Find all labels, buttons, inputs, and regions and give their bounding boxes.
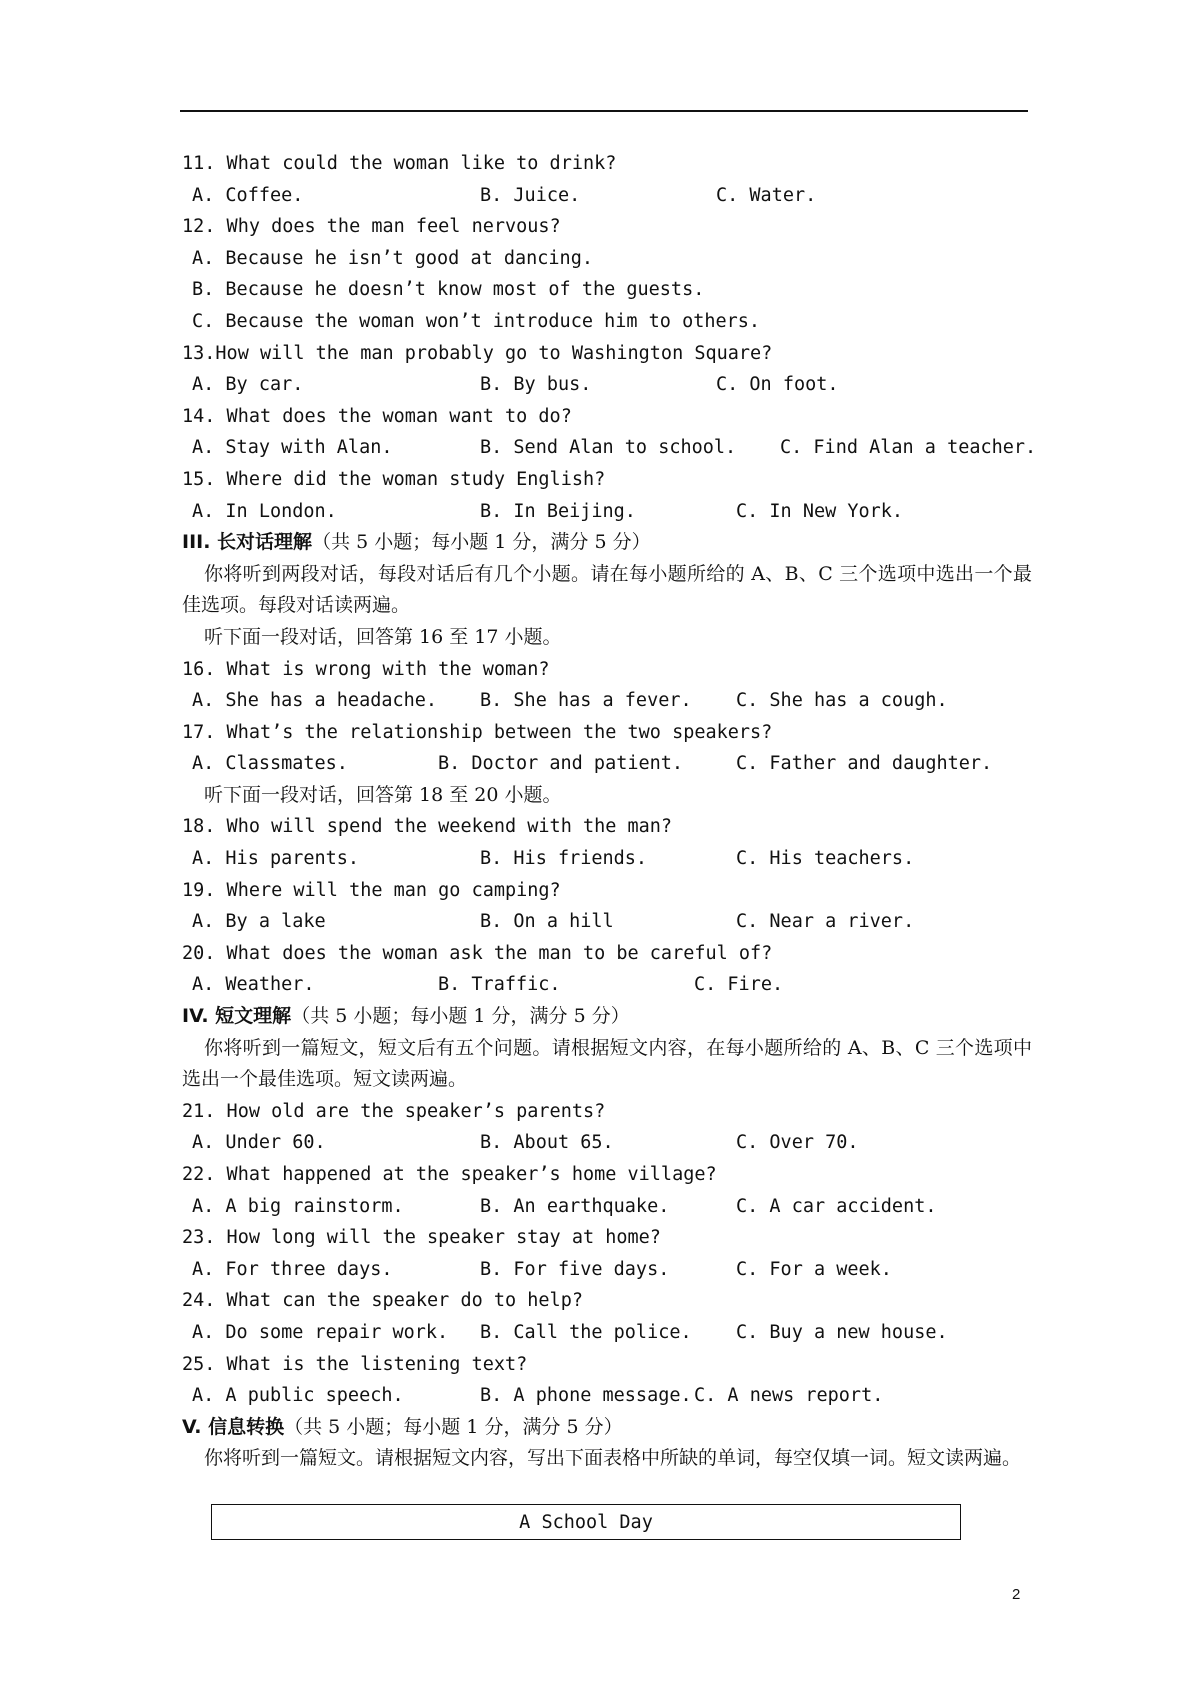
option-b: B. On a hill (480, 911, 614, 933)
options-21 (182, 1127, 1032, 1159)
option-b: B. A phone message. (480, 1385, 692, 1407)
question-21: 21. How old are the speaker’s parents? (182, 1100, 606, 1122)
option-a: A. A big rainstorm. (192, 1195, 404, 1217)
option-a: A. Coffee. (192, 184, 304, 206)
question-22: 22. What happened at the speaker’s home village? (182, 1164, 717, 1185)
section-4-instruction: 你将听到一篇短文，短文后有五个问题。请根据短文内容，在每小题所给的 A、B、C 三个选项中选出一个最佳选项。短文读两遍。 (182, 1036, 1032, 1091)
option-a: A. Do some repair work. (192, 1321, 449, 1343)
option-c: C. Fire. (694, 974, 784, 996)
question-15: 15. Where did the woman study English? (182, 468, 606, 490)
header-rule (180, 110, 1028, 112)
section-4-heading: IV. 短文理解（共 5 小题；每小题 1 分，满分 5 分） (182, 1005, 630, 1028)
option-a: A. By car. (192, 374, 304, 396)
question-13: 13.How will the man probably go to Washington Square? (182, 342, 773, 364)
option-c: C. Near a river. (736, 911, 915, 933)
option-b: B. Juice. (480, 184, 581, 206)
option-a: A. Classmates. (192, 753, 348, 775)
options-18 (182, 843, 1032, 875)
option-c: C. A car accident. (736, 1195, 937, 1217)
option-a: A. Under 60. (192, 1132, 326, 1154)
question-20: 20. What does the woman ask the man to be careful of? (182, 942, 773, 964)
option-c: C. Father and daughter. (736, 753, 993, 775)
options-23 (182, 1254, 1032, 1286)
option-b: B. By bus. (480, 374, 592, 396)
option-c: C. Buy a new house. (736, 1321, 948, 1343)
option-b: B. About 65. (480, 1132, 614, 1154)
option-c: C. Water. (716, 184, 817, 206)
question-14: 14. What does the woman want to do? (182, 405, 572, 427)
option-c: C. In New York. (736, 500, 904, 522)
option-b: B. Send Alan to school. (480, 437, 737, 459)
section-3-sub1: 听下面一段对话，回答第 16 至 17 小题。 (204, 625, 562, 648)
options-24 (182, 1317, 1032, 1349)
option-a: A. By a lake (192, 911, 326, 933)
option-a: A. In London. (192, 500, 337, 522)
section-3-instruction: 你将听到两段对话，每段对话后有几个小题。请在每小题所给的 A、B、C 三个选项中选出一个最佳选项。每段对话读两遍。 (182, 562, 1032, 617)
page-content (182, 148, 1037, 1475)
table-title-cell: A School Day (211, 1504, 961, 1540)
option-a: A. His parents. (192, 848, 360, 870)
options-14 (182, 432, 1037, 464)
section-5-instruction: 你将听到一篇短文。请根据短文内容，写出下面表格中所缺的单词，每空仅填一词。短文读两遍。 (204, 1447, 1022, 1470)
option-c: C. Find Alan a teacher. (780, 437, 1037, 459)
option-b: B. His friends. (480, 848, 648, 870)
option-a: A. Stay with Alan. (192, 437, 393, 459)
option-12-a: A. Because he isn’t good at dancing. (192, 247, 593, 269)
options-11 (182, 180, 1032, 212)
options-22 (182, 1191, 1032, 1223)
option-c: C. Over 70. (736, 1132, 859, 1154)
option-b: B. In Beijing. (480, 500, 636, 522)
question-24: 24. What can the speaker do to help? (182, 1290, 583, 1312)
section-3-sub2: 听下面一段对话，回答第 18 至 20 小题。 (204, 783, 562, 806)
option-c: C. On foot. (716, 374, 839, 396)
option-b: B. An earthquake. (480, 1195, 670, 1217)
option-b: B. For five days. (480, 1258, 670, 1280)
option-b: B. She has a fever. (480, 690, 692, 712)
question-18: 18. Who will spend the weekend with the man? (182, 816, 673, 838)
option-c: C. She has a cough. (736, 690, 948, 712)
question-25: 25. What is the listening text? (182, 1353, 528, 1375)
question-12: 12. Why does the man feel nervous? (182, 216, 561, 238)
options-16 (182, 685, 1032, 717)
question-16: 16. What is wrong with the woman? (182, 658, 550, 680)
options-19 (182, 906, 1032, 938)
option-a: A. Weather. (192, 974, 315, 996)
options-17 (182, 748, 1032, 780)
option-c: C. For a week. (736, 1258, 892, 1280)
option-a: A. A public speech. (192, 1385, 404, 1407)
options-25 (182, 1380, 1032, 1412)
option-c: C. A news report. (694, 1385, 884, 1407)
options-15 (182, 496, 1032, 528)
question-11: 11. What could the woman like to drink? (182, 153, 617, 174)
section-5-heading: V. 信息转换（共 5 小题；每小题 1 分，满分 5 分） (182, 1415, 623, 1438)
option-a: A. She has a headache. (192, 690, 438, 712)
options-20 (182, 969, 1032, 1001)
option-12-c: C. Because the woman won’t introduce him to others. (192, 310, 761, 332)
option-b: B. Doctor and patient. (438, 753, 684, 775)
question-17: 17. What’s the relationship between the two speakers? (182, 721, 773, 743)
option-12-b: B. Because he doesn’t know most of the guests. (192, 279, 705, 301)
option-c: C. His teachers. (736, 848, 915, 870)
option-a: A. For three days. (192, 1258, 393, 1280)
option-b: B. Call the police. (480, 1321, 692, 1343)
options-13 (182, 369, 1032, 401)
question-23: 23. How long will the speaker stay at home? (182, 1227, 661, 1249)
section-3-heading: III. 长对话理解（共 5 小题；每小题 1 分，满分 5 分） (182, 531, 651, 554)
question-19: 19. Where will the man go camping? (182, 879, 561, 901)
page-number: 2 (1012, 1586, 1021, 1603)
option-b: B. Traffic. (438, 974, 561, 996)
